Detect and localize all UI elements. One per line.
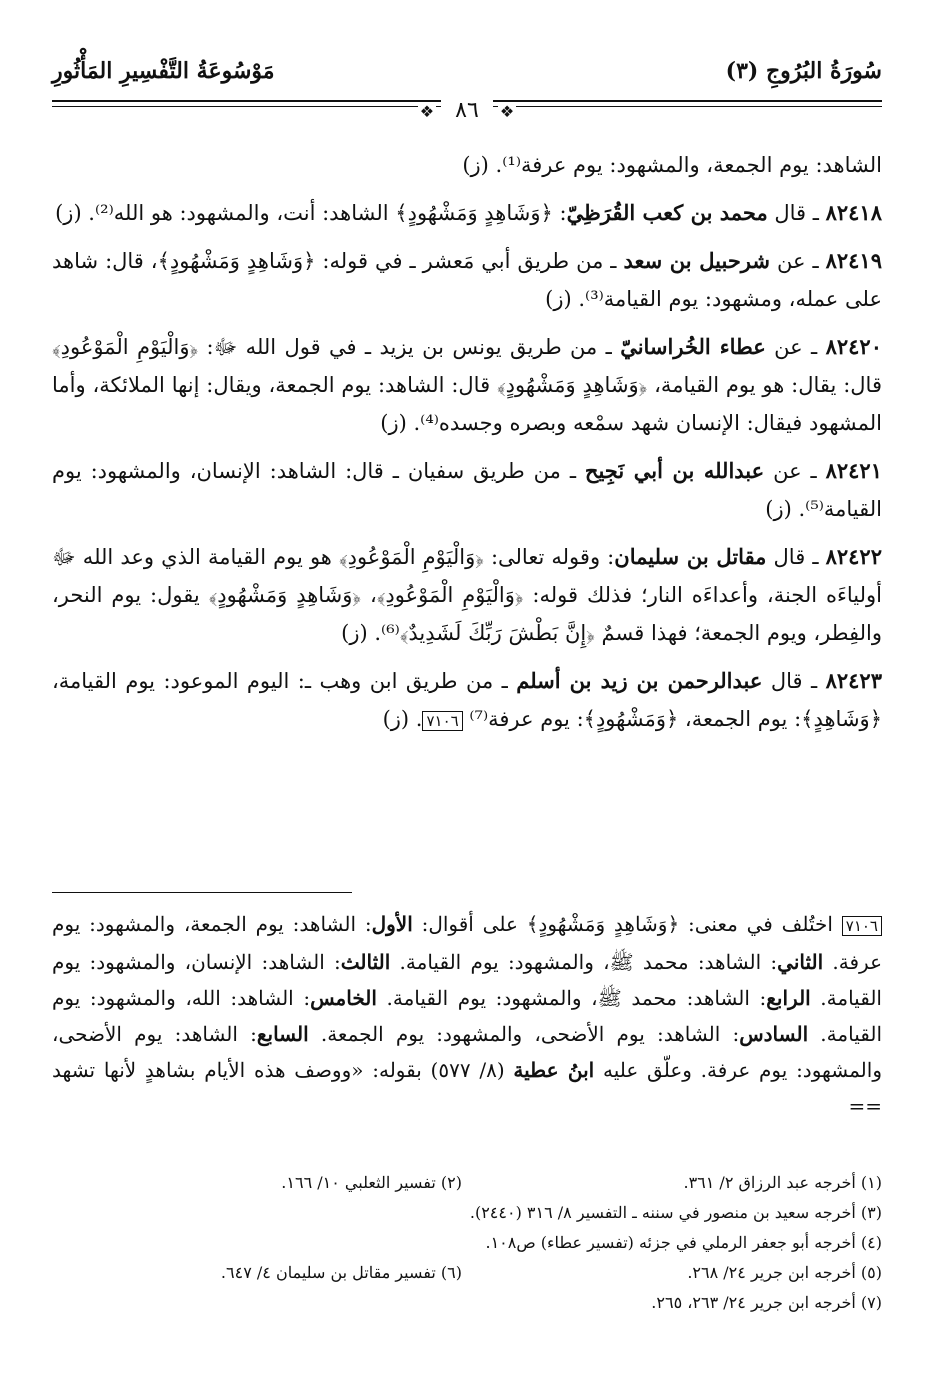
footnote: (٣) أخرجه سعيد بن منصور في سننه ـ التفسير ٨/ ٣١٦ (٢٤٤٠). bbox=[469, 1203, 882, 1222]
entry-tail: . (ز) bbox=[382, 707, 423, 731]
footnote: (١) أخرجه عبد الرزاق ٢/ ٣٦١. bbox=[683, 1173, 882, 1192]
entry-text: : وقوله تعالى: ﴿وَالْيَوْمِ الْمَوْعُودِ﴾ هو يوم القيامة الذي وعد الله ﷻ أولياءَه الجنة، وأعداءَه النار؛ فذلك قوله: ﴿وَالْيَوْمِ الْمَوْعُودِ﴾، ﴿وَشَاهِدٍ وَمَشْهُودٍ﴾ يقول: يوم النحر، والفِطر، ويوم الجمعة؛ فهذا قسمٌ ﴿إِنَّ بَطْشَ رَبِّكَ لَشَدِيدٌ﴾⁽⁶⁾. (ز) bbox=[52, 545, 882, 645]
entry-82418 bbox=[52, 194, 882, 232]
entry-number: ٨٢٤٢١ bbox=[825, 458, 882, 483]
entry-82423 bbox=[52, 662, 882, 740]
note-text: : الشاهد: الإنسان، والمشهود: يوم القيامة. bbox=[52, 950, 882, 1010]
page-number-wrap bbox=[52, 98, 882, 124]
note-label: الخامس bbox=[310, 986, 377, 1010]
note-text: : الشاهد: الله، والمشهود: يوم القيامة. bbox=[52, 986, 882, 1046]
ornament-icon: ❖ bbox=[499, 102, 515, 121]
entry-number: ٨٢٤١٩ bbox=[825, 248, 882, 273]
entry-number: ٨٢٤٢٢ bbox=[825, 544, 882, 569]
footnote-row bbox=[52, 1228, 882, 1258]
entry-number: ٨٢٤٢٣ bbox=[825, 668, 882, 693]
entry-82422 bbox=[52, 538, 882, 652]
narrator-name: محمد بن كعب القُرَظِيّ bbox=[566, 200, 768, 225]
page-header bbox=[52, 58, 882, 123]
note-separator bbox=[52, 892, 352, 893]
entry-text: ـ من طريق سفيان ـ قال: الشاهد: الإنسان، والمشهود: يوم القيامة⁽⁵⁾. (ز) bbox=[52, 459, 882, 521]
footnote: (٦) تفسير مقاتل بن سليمان ٤/ ٦٤٧. bbox=[220, 1263, 462, 1282]
entry-lead: ـ عن bbox=[764, 459, 826, 483]
editor-note bbox=[52, 906, 882, 1124]
entry-text: ـ من طريق أبي مَعشر ـ في قوله: ﴿وَشَاهِدٍ وَمَشْهُودٍ﴾، قال: شاهد على عمله، ومشهود: يوم القيامة⁽³⁾. (ز) bbox=[52, 249, 882, 311]
entry-lead: ـ قال bbox=[766, 545, 826, 569]
narrator-name: عبدالرحمن بن زيد بن أسلم bbox=[516, 668, 763, 693]
footnote-row bbox=[52, 1198, 882, 1228]
entry-number: ٨٢٤٢٠ bbox=[825, 334, 882, 359]
narrator-name: شرحبيل بن سعد bbox=[623, 248, 770, 273]
entry-number: ٨٢٤١٨ bbox=[825, 200, 882, 225]
narrator-name: عبدالله بن أبي نَجِيح bbox=[584, 458, 765, 483]
note-text: : الشاهد: محمد ﷺ، والمشهود: يوم القيامة. bbox=[390, 950, 778, 974]
entry-82421 bbox=[52, 452, 882, 528]
page bbox=[52, 58, 883, 1312]
footnote: (٧) أخرجه ابن جرير ٢٤/ ٢٦٣، ٢٦٥. bbox=[651, 1293, 882, 1312]
ornament-icon: ❖ bbox=[419, 102, 435, 121]
note-text: : الشاهد: محمد ﷺ، والمشهود: يوم القيامة. bbox=[376, 986, 767, 1010]
footnote-row bbox=[52, 1258, 882, 1288]
main-text bbox=[52, 146, 882, 750]
footnote-row bbox=[52, 1288, 882, 1318]
note-label: الثاني bbox=[777, 950, 824, 974]
entry-lead: ـ عن bbox=[769, 249, 826, 273]
entry-text: ـ من طريق يونس بن يزيد ـ في قول الله ﷻ: ﴿وَالْيَوْمِ الْمَوْعُودِ﴾ قال: يقال: هو يوم القيامة، ﴿وَشَاهِدٍ وَمَشْهُودٍ﴾ قال: الشاهد: يوم الجمعة، ويقال: إنها الملائكة، وأما المشهود فيقال: الإنسان شهد سمْعه وبصره وجسده⁽⁴⁾. (ز) bbox=[52, 335, 882, 435]
note-text: (٨/ ٥٧٧) بقوله: «ووصف هذه الأيام بشاهدٍ لأنها تشهد == bbox=[52, 1058, 882, 1118]
narrator-name: عطاء الخُراسانيّ bbox=[620, 334, 766, 359]
footnote: (٢) تفسير الثعلبي ١٠/ ١٦٦. bbox=[281, 1173, 462, 1192]
footnote-row bbox=[52, 1168, 882, 1198]
note-ref-box[interactable]: ٧١٠٦ bbox=[422, 711, 462, 731]
note-label: السابع bbox=[256, 1022, 309, 1046]
note-text: : الشاهد: يوم الأضحى، والمشهود: يوم الجمعة. bbox=[308, 1022, 740, 1046]
note-text: اختُلف في معنى: ﴿وَشَاهِدٍ وَمَشْهُودٍ﴾ على أقوال: bbox=[412, 912, 842, 936]
entry-text: ـ من طريق ابن وهب ـ: اليوم الموعود: يوم القيامة، ﴿وَشَاهِدٍ﴾: يوم الجمعة، ﴿وَمَشْهُودٍ﴾: يوم عرفة⁽⁷⁾ bbox=[52, 669, 882, 731]
note-label: الثالث bbox=[340, 950, 391, 974]
entry-lead: ـ عن bbox=[765, 335, 826, 359]
note-label: السادس bbox=[739, 1022, 809, 1046]
note-label: الأول bbox=[371, 912, 413, 936]
entry-lead: ـ قال bbox=[762, 669, 826, 693]
book-title: مَوْسُوعَةُ التَّفْسِيرِ المَأْثُورِ bbox=[52, 58, 275, 84]
footnotes bbox=[52, 1168, 882, 1318]
entry-text: : ﴿وَشَاهِدٍ وَمَشْهُودٍ﴾ الشاهد: أنت، والمشهود: هو الله⁽²⁾. (ز) bbox=[55, 201, 567, 225]
entry-lead: ـ قال bbox=[767, 201, 826, 225]
entry-82419 bbox=[52, 242, 882, 318]
entry-82420 bbox=[52, 328, 882, 442]
note-text: : الشاهد: يوم الجمعة، والمشهود: يوم عرفة. bbox=[52, 912, 883, 974]
note-label: الرابع bbox=[766, 986, 811, 1010]
footnote: (٤) أخرجه أبو جعفر الرملي في جزئه (تفسير عطاء) ص١٠٨. bbox=[485, 1233, 882, 1252]
narrator-name: مقاتل بن سليمان bbox=[614, 544, 767, 569]
footnote: (٥) أخرجه ابن جرير ٢٤/ ٢٦٨. bbox=[687, 1263, 882, 1282]
intro-line: الشاهد: يوم الجمعة، والمشهود: يوم عرفة⁽¹⁾. (ز) bbox=[462, 153, 882, 177]
note-text: : الشاهد: يوم الأضحى، والمشهود: يوم عرفة. وعلّق عليه bbox=[52, 1022, 882, 1082]
note-ref-box: ٧١٠٦ bbox=[842, 916, 882, 936]
surah-title: سُورَةُ البُرُوجِ (٣) bbox=[725, 58, 882, 84]
note-label: ابنُ عطية bbox=[513, 1058, 595, 1082]
page-number: ٨٦ bbox=[441, 98, 493, 123]
